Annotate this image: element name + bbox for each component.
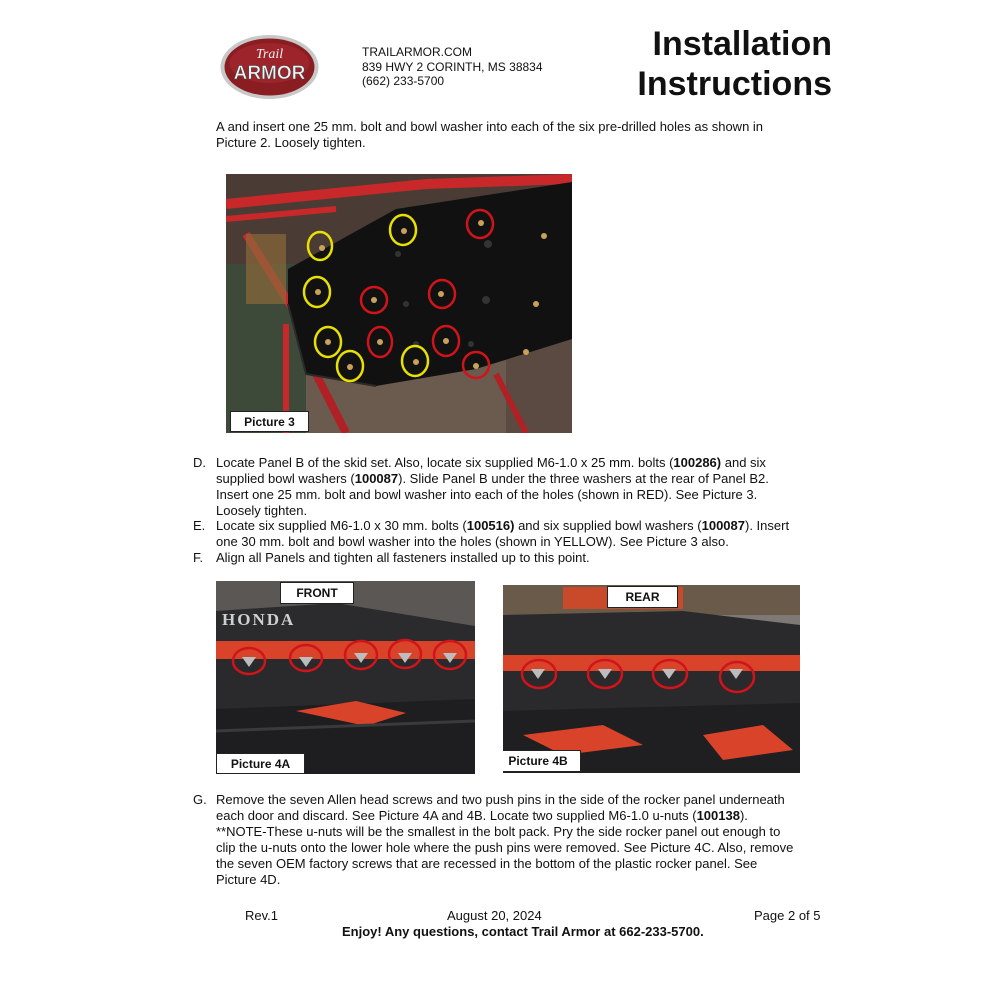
picture-4b-image	[503, 585, 800, 773]
logo-text-top: Trail	[255, 47, 284, 62]
step-e-letter: E.	[193, 518, 206, 533]
address-text: 839 HWY 2 CORINTH, MS 38834	[362, 59, 543, 74]
step-e: Locate six supplied M6-1.0 x 30 mm. bolts (100516) and six supplied bowl washers (100087). Insert one 30 mm. bolt and bowl washer into the holes (shown in YELLOW). See Picture 3 also.	[216, 518, 790, 549]
step-f-letter: F.	[193, 550, 204, 565]
logo-text-bottom: ARMOR	[233, 63, 306, 84]
honda-text-4a: HONDA	[222, 610, 296, 629]
website-text: TRAILARMOR.COM	[362, 45, 473, 59]
title-line-1: Installation	[652, 25, 832, 63]
step-g: Remove the seven Allen head screws and two push pins in the side of the rocker panel underneath each door and discard. See Picture 4A and 4B. Locate two supplied M6-1.0 u-nuts (100138). **NOTE-These u-nuts will be the smallest in the bolt pack. Pry the side rocker panel out enough to clip the u-nuts onto the lower hole where the push pins were removed. See Picture 4C. Also, remove the seven OEM factory screws that are recessed in the bottom of the plastic rocker panel. See Picture 4D.	[216, 792, 794, 887]
step-d-letter: D.	[193, 455, 206, 470]
step-f: Align all Panels and tighten all fasteners installed up to this point.	[216, 550, 590, 565]
intro-line-1: A and insert one 25 mm. bolt and bowl washer into each of the six pre-drilled holes as shown in	[216, 119, 764, 134]
picture-4b	[503, 585, 800, 773]
picture-3	[226, 174, 572, 433]
title-line-2: Instructions	[637, 65, 832, 103]
picture-4b-caption: Picture 4B	[503, 750, 581, 772]
picture-3-caption: Picture 3	[230, 411, 309, 432]
picture-3-image	[226, 174, 572, 433]
trail-armor-logo	[219, 33, 320, 101]
phone-text: (662) 233-5700	[362, 74, 445, 88]
intro-line-2: Picture 2. Loosely tighten.	[216, 135, 366, 150]
footer-contact: Enjoy! Any questions, contact Trail Armor at 662-233-5700.	[342, 924, 704, 939]
date-text: August 20, 2024	[447, 908, 542, 923]
page-title	[637, 24, 832, 104]
picture-4a-image	[216, 581, 475, 774]
picture-4a-caption: Picture 4A	[216, 753, 305, 774]
rear-label: REAR	[607, 586, 678, 608]
intro-paragraph	[216, 119, 763, 151]
revision-text: Rev.1	[245, 908, 278, 923]
company-contact	[362, 45, 543, 89]
picture-4a	[216, 581, 475, 774]
page-number: Page 2 of 5	[754, 908, 821, 923]
step-d: Locate Panel B of the skid set. Also, locate six supplied M6-1.0 x 25 mm. bolts (100286) and six supplied bowl washers (100087). Slide Panel B under the three washers at the rear of Panel B2. Insert one 25 mm. bolt and bowl washer into each of the holes (shown in RED). See Picture 3. Loosely tighten.	[216, 455, 769, 518]
step-g-letter: G.	[193, 792, 207, 807]
front-label: FRONT	[280, 582, 354, 604]
